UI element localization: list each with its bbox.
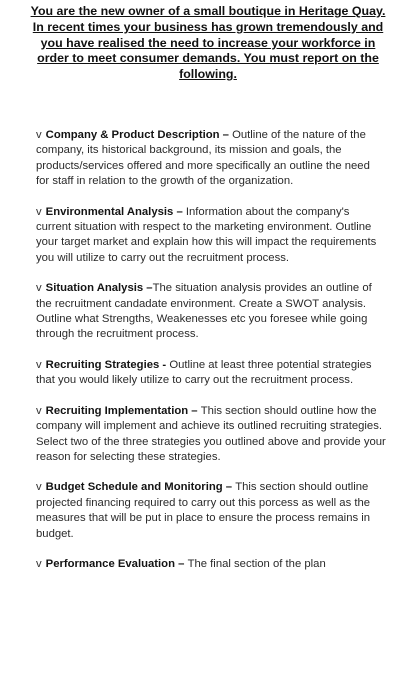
- section-heading: Recruiting Implementation: [45, 404, 189, 417]
- section-heading: Recruiting Strategies: [45, 358, 160, 371]
- bullet-marker: v: [36, 205, 42, 218]
- section-dash: –: [175, 557, 188, 570]
- section-recruiting-strategies: [36, 358, 386, 389]
- section-heading: Performance Evaluation: [45, 557, 175, 570]
- section-body: Information about the company's current situation with respect to the marketing environment. Outline your target market and explain how this will impact the requirements you will utilize to carry out the recruitment process.: [36, 205, 377, 264]
- section-heading: Environmental Analysis: [45, 205, 174, 218]
- section-budget-schedule-monitoring: [36, 480, 386, 542]
- section-list: [36, 128, 386, 587]
- section-dash: –: [173, 205, 186, 218]
- section-company-product-description: [36, 128, 386, 190]
- section-heading: Company & Product Description: [45, 129, 220, 141]
- section-dash: –: [188, 404, 201, 417]
- section-body: Outline at least three potential strategies that you would likely utilize to carry out the recruitment process.: [36, 358, 372, 387]
- section-dash: –: [143, 282, 153, 295]
- section-dash: –: [222, 481, 236, 494]
- section-heading: Budget Schedule and Monitoring: [45, 481, 223, 494]
- section-dash: -: [159, 358, 170, 371]
- section-body: This section should outline how the company will implement and achieve its outlined recruiting strategies. Select two of the three strategies you outlined above and provide your reason for selecting these strategies.: [36, 404, 386, 463]
- section-body: The final section of the plan: [187, 557, 326, 570]
- section-dash: –: [219, 129, 233, 141]
- bullet-marker: v: [36, 129, 42, 141]
- section-performance-evaluation: [36, 557, 386, 572]
- section-body: This section should outline projected financing required to carry out this porcess as well as the measures that will be put in place to ensure the process remains in budget.: [36, 481, 371, 540]
- section-body: The situation analysis provides an outline of the recruitment candadate environment. Create a SWOT analysis. Outline what Strengths, Weakenesses etc you foresee while going through the recruitment process.: [36, 282, 372, 341]
- intro-paragraph: You are the new owner of a small boutique in Heritage Quay. In recent times your business has grown tremendously and you have realised the need to increase your workforce in order to meet consumer demands. You must report on the following.: [30, 4, 386, 82]
- bullet-marker: v: [36, 282, 42, 295]
- section-heading: Situation Analysis: [45, 282, 144, 295]
- bullet-marker: v: [36, 404, 42, 417]
- section-environmental-analysis: [36, 205, 386, 267]
- section-situation-analysis: [36, 281, 386, 343]
- section-body: Outline of the nature of the company, its historical background, its mission and goals, the products/services offered and more specifically an outline the need for staff in relation to the growth of the organization.: [36, 129, 370, 188]
- bullet-marker: v: [36, 481, 42, 494]
- bullet-marker: v: [36, 557, 42, 570]
- bullet-marker: v: [36, 358, 42, 371]
- section-recruiting-implementation: [36, 404, 386, 466]
